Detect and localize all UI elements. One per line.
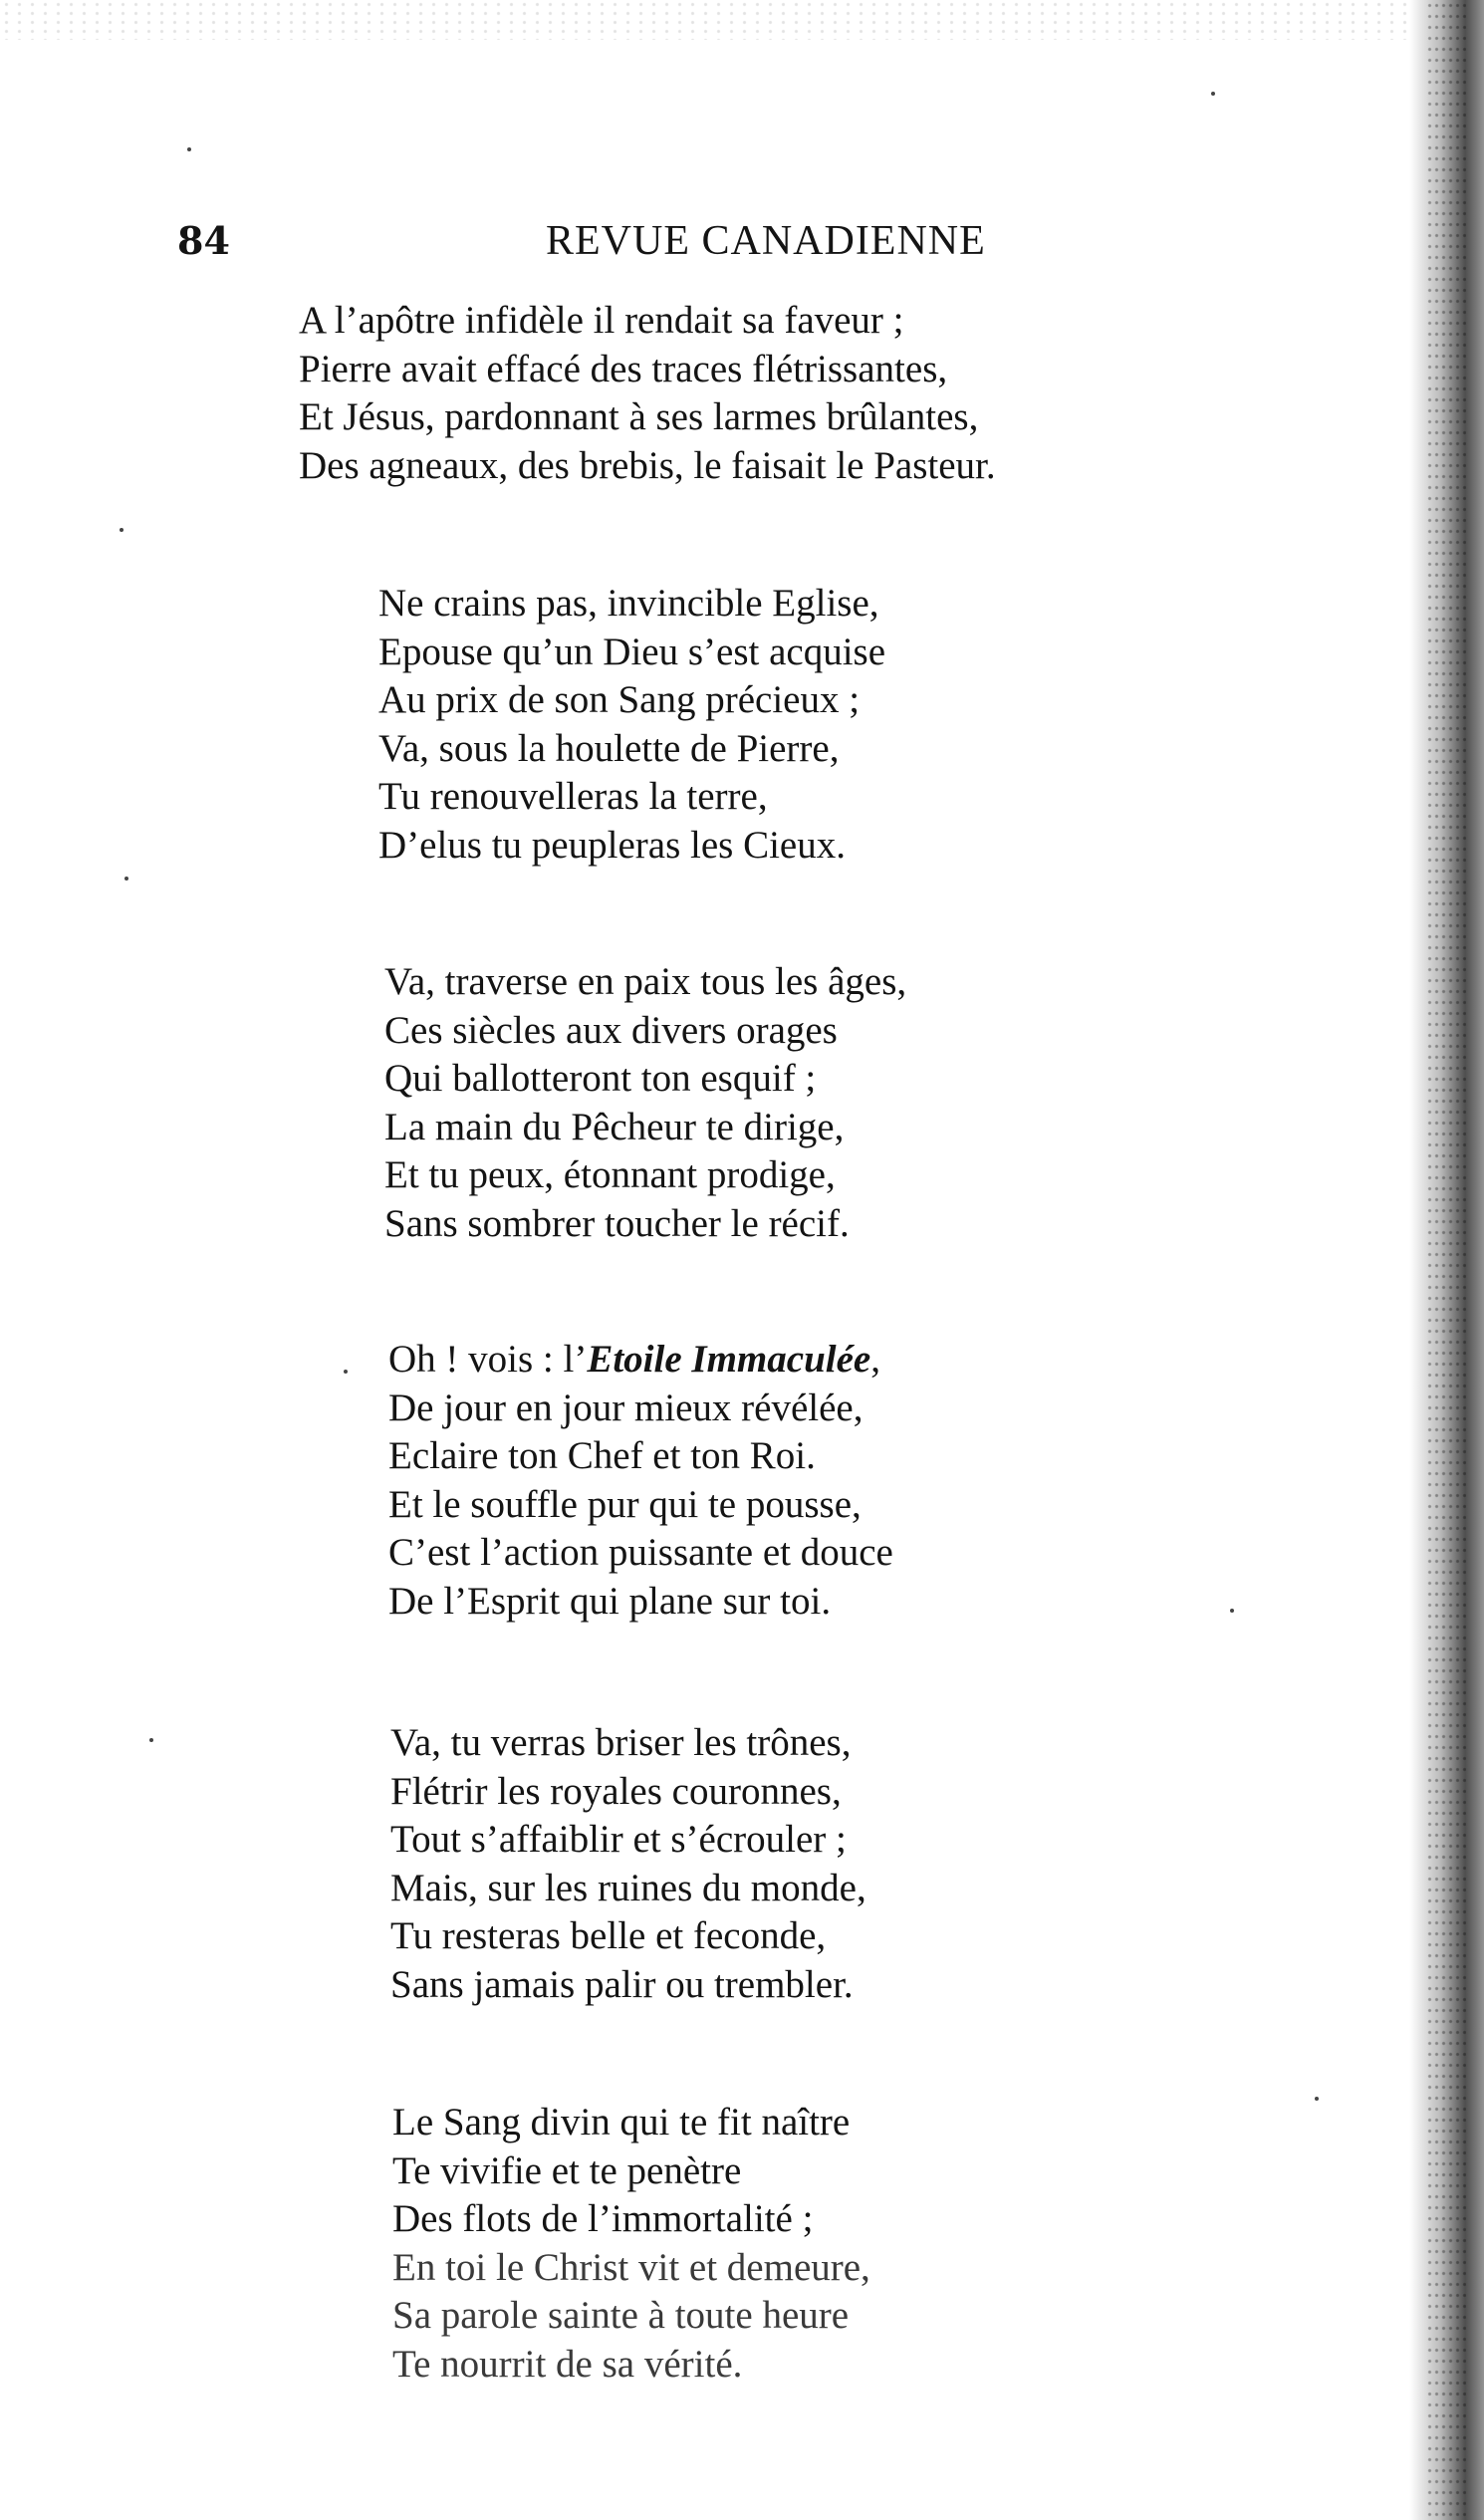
verse-line: Ces siècles aux divers orages [384,1008,838,1052]
verse-line: La main du Pêcheur te dirige, [384,1105,845,1148]
verse-line: Flétrir les royales couronnes, [390,1769,842,1813]
verse-line: Mais, sur les ruines du monde, [390,1866,866,1909]
verse-line: Te vivifie et te penètre [392,2148,742,2192]
verse-line: Te nourrit de sa vérité. [392,2342,743,2386]
verse-line [388,1336,893,1385]
running-title: REVUE CANADIENNE [546,218,986,264]
page-header [177,211,1173,271]
stanza-1 [299,297,996,490]
stanza-6 [392,2099,870,2389]
verse-line: Ne crains pas, invincible Eglise, [378,582,879,625]
scan-noise [0,0,1414,40]
page-edge-speckle [1426,0,1466,2520]
verse-line: Des agneaux, des brebis, le faisait le Pasteur. [299,443,996,487]
scan-speck [120,528,124,532]
scan-speck [124,877,128,881]
verse-line: Des flots de l’immortalité ; [392,2197,814,2240]
verse-line: Au prix de son Sang précieux ; [378,678,861,721]
stanza-3 [384,958,906,1248]
verse-line: Epouse qu’un Dieu s’est acquise [378,630,886,673]
page-number: 84 [177,218,230,263]
verse-line: Pierre avait effacé des traces flétrissantes, [299,347,948,390]
verse-line: Tu resteras belle et feconde, [390,1914,827,1957]
verse-line: De jour en jour mieux révélée, [388,1386,864,1429]
scan-speck [149,1738,153,1742]
verse-line: Qui ballotteront ton esquif ; [384,1057,817,1100]
scan-speck [187,147,191,151]
verse-line: A l’apôtre infidèle il rendait sa faveur ; [299,299,904,342]
verse-line: Va, sous la houlette de Pierre, [378,726,840,770]
stanza-4 [388,1336,893,1626]
verse-line: C’est l’action puissante et douce [388,1531,893,1574]
scan-speck [1211,92,1215,96]
scan-speck [1230,1609,1234,1613]
verse-line: Eclaire ton Chef et ton Roi. [388,1434,816,1477]
verse-line-suffix: , [870,1338,880,1381]
stanza-2 [378,580,885,870]
verse-line: Sans sombrer toucher le récif. [384,1201,850,1245]
verse-line: Et tu peux, étonnant prodige, [384,1153,836,1196]
verse-line: Va, traverse en paix tous les âges, [384,960,907,1003]
scan-speck [1315,2097,1319,2101]
verse-line: En toi le Christ vit et demeure, [392,2245,870,2289]
verse-line: Et le souffle pur qui te pousse, [388,1482,862,1526]
verse-line-prefix: Oh ! vois : l’ [388,1338,588,1381]
scan-speck [344,1370,348,1374]
verse-line: D’elus tu peupleras les Cieux. [378,823,846,867]
stanza-5 [390,1719,866,2009]
verse-line: De l’Esprit qui plane sur toi. [388,1579,832,1623]
verse-line: Et Jésus, pardonnant à ses larmes brûlantes, [299,395,979,438]
verse-line: Sa parole sainte à toute heure [392,2294,850,2337]
verse-line: Va, tu verras briser les trônes, [390,1721,852,1764]
verse-line: Le Sang divin qui te fit naître [392,2101,851,2143]
verse-line: Sans jamais palir ou trembler. [390,1962,854,2006]
verse-line: Tu renouvelleras la terre, [378,775,768,818]
italic-title: Etoile Immaculée [587,1338,871,1381]
verse-line: Tout s’affaiblir et s’écrouler ; [390,1818,847,1861]
